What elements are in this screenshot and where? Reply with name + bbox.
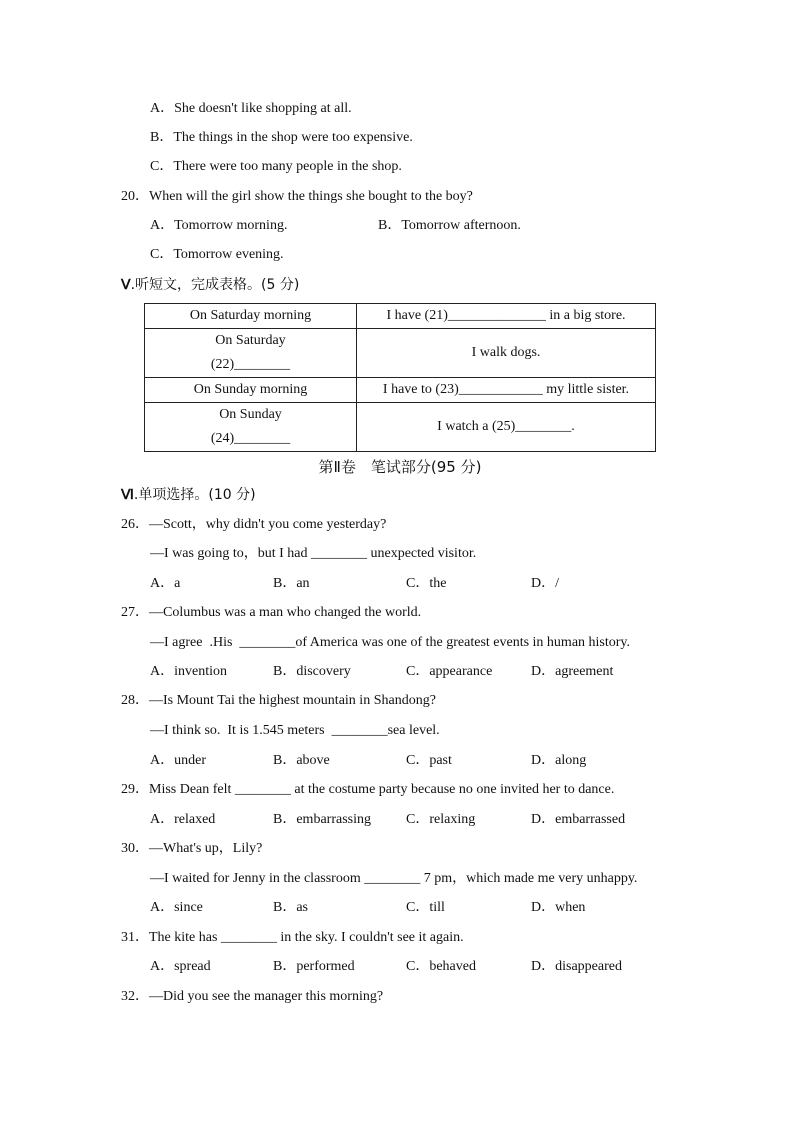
option-d: D．agreement <box>531 664 614 679</box>
table-cell <box>145 329 357 378</box>
question-reply: —I agree .His ________of America was one of the greatest events in human history. <box>150 635 631 650</box>
table-cell <box>145 403 357 452</box>
section-6-title: .单项选择。(10 分) <box>133 487 256 503</box>
question-stem: 31．The kite has ________ in the sky. I couldn't see it again. <box>121 930 464 945</box>
option-d: D．/ <box>531 576 559 591</box>
question-stem: 28．—Is Mount Tai the highest mountain in Shandong? <box>121 693 436 708</box>
table-cell-line: (22)________ <box>210 357 291 372</box>
option-d: D．disappeared <box>531 959 622 974</box>
q20-option-b: B．Tomorrow afternoon. <box>378 218 521 233</box>
option-b: B．discovery <box>273 664 351 679</box>
option-d: D．when <box>531 900 586 915</box>
table-cell: On Sunday morning <box>145 378 357 403</box>
table-row <box>145 403 656 452</box>
option-c: C．relaxing <box>406 812 476 827</box>
q20-option-a: A．Tomorrow morning. <box>150 218 288 233</box>
option-c: C．behaved <box>406 959 476 974</box>
table-cell: I have (21)______________ in a big store. <box>357 304 656 329</box>
option-b: B．an <box>273 576 310 591</box>
option-b: B．as <box>273 900 308 915</box>
option-c: C．till <box>406 900 445 915</box>
q19-option-a: A．She doesn't like shopping at all. <box>150 101 352 116</box>
option-c: C．past <box>406 753 452 768</box>
table-row <box>145 329 656 378</box>
table-cell-line: On Sunday <box>219 407 282 422</box>
table-row <box>145 304 656 329</box>
q19-option-b: B．The things in the shop were too expensive. <box>150 130 413 145</box>
option-c: C．the <box>406 576 447 591</box>
section-6-heading <box>121 486 256 505</box>
section-5-numeral: Ⅴ <box>121 278 131 293</box>
part-2-title: 第Ⅱ卷 笔试部分(95 分) <box>318 458 482 476</box>
question-stem: 26．—Scott，why didn't you come yesterday? <box>121 517 387 532</box>
section-6-numeral: Ⅵ <box>121 488 134 503</box>
question-stem: 29．Miss Dean felt ________ at the costume party because no one invited her to dance. <box>121 782 615 797</box>
table-cell-line: (24)________ <box>210 431 291 446</box>
section-5-heading <box>121 276 299 295</box>
section-5-title: .听短文，完成表格。(5 分) <box>130 277 300 293</box>
option-a: A．a <box>150 576 181 591</box>
table-cell: I watch a (25)________. <box>357 403 656 452</box>
option-b: B．above <box>273 753 330 768</box>
table-row <box>145 378 656 403</box>
table-cell-line: On Saturday <box>215 333 286 348</box>
question-stem: 32．—Did you see the manager this morning? <box>121 989 384 1004</box>
option-a: A．under <box>150 753 206 768</box>
listening-table <box>144 303 656 452</box>
option-a: A．spread <box>150 959 211 974</box>
option-b: B．embarrassing <box>273 812 371 827</box>
table-cell: I have to (23)____________ my little sister. <box>357 378 656 403</box>
question-stem: 27．—Columbus was a man who changed the world. <box>121 605 422 620</box>
option-b: B．performed <box>273 959 355 974</box>
option-a: A．invention <box>150 664 227 679</box>
q20-option-c: C．Tomorrow evening. <box>150 247 284 262</box>
q20-stem: 20．When will the girl show the things she bought to the boy? <box>121 189 473 204</box>
question-stem: 30．—What's up，Lily? <box>121 841 263 856</box>
option-d: D．embarrassed <box>531 812 626 827</box>
option-d: D．along <box>531 753 587 768</box>
q19-option-c: C．There were too many people in the shop. <box>150 159 402 174</box>
option-a: A．since <box>150 900 203 915</box>
question-reply: —I waited for Jenny in the classroom ________ 7 pm，which made me very unhappy. <box>150 871 638 886</box>
option-a: A．relaxed <box>150 812 216 827</box>
question-reply: —I think so. It is 1.545 meters ________sea level. <box>150 723 440 738</box>
question-reply: —I was going to，but I had ________ unexpected visitor. <box>150 546 477 561</box>
table-cell: I walk dogs. <box>357 329 656 378</box>
table-cell: On Saturday morning <box>145 304 357 329</box>
option-c: C．appearance <box>406 664 493 679</box>
